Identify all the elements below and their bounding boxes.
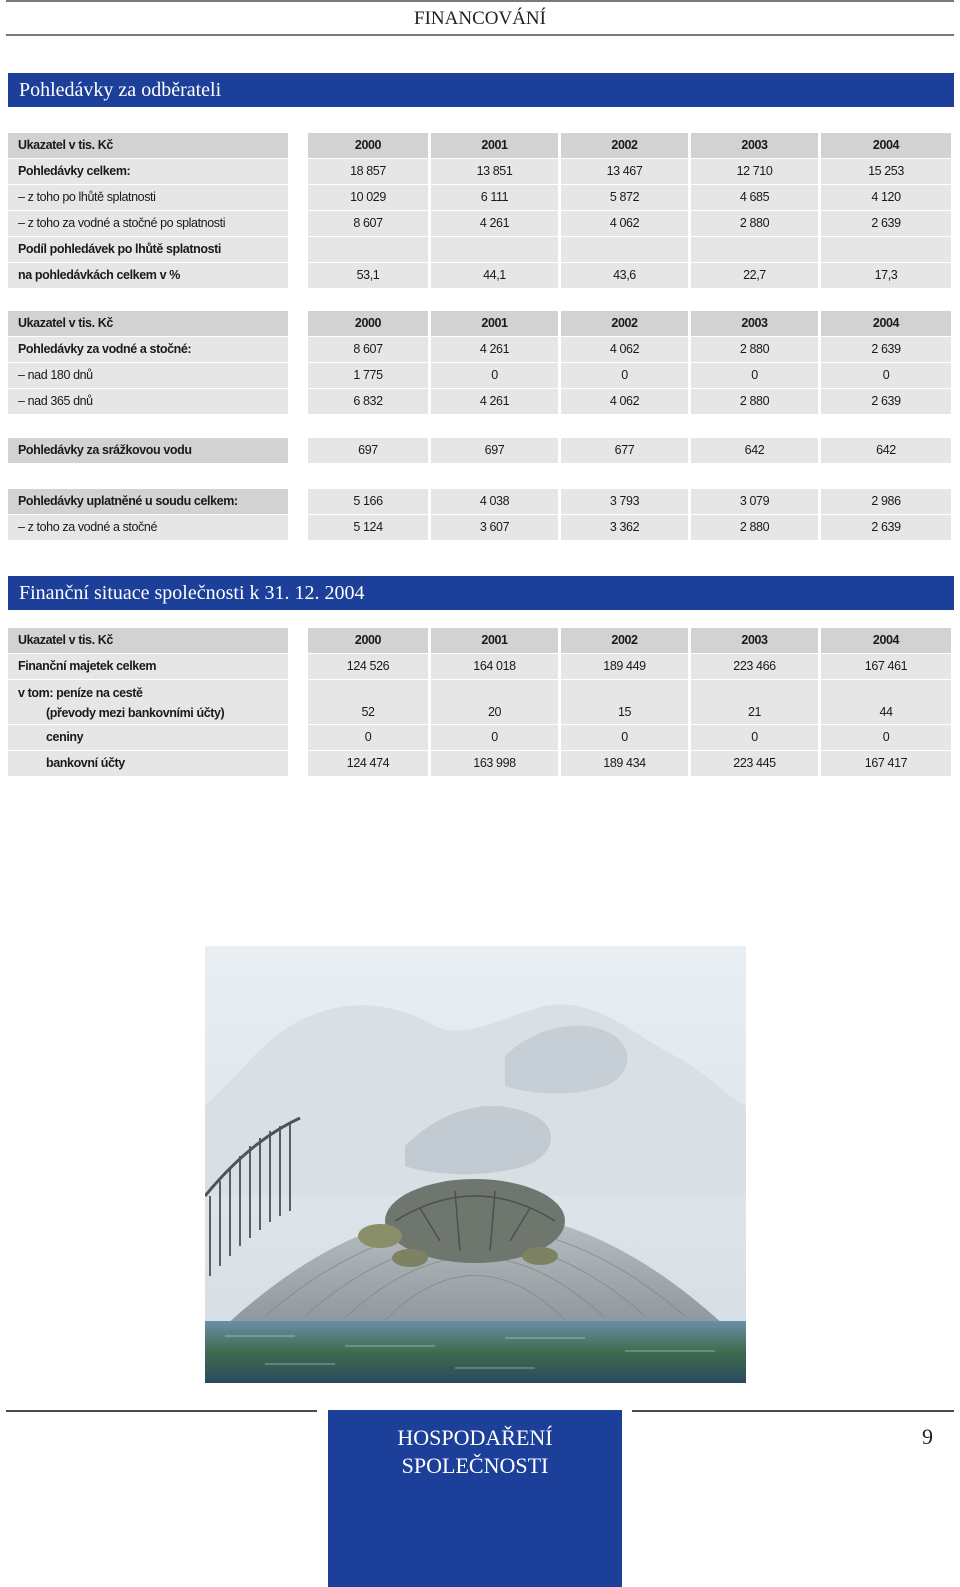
table-row: [8, 725, 954, 750]
row-label: bankovní účty: [8, 751, 288, 776]
row-label: – z toho za vodné a stočné po splatnosti: [8, 211, 288, 236]
section-title-text: Pohledávky za odběrateli: [19, 79, 222, 101]
cell-value: 5 124: [308, 515, 428, 540]
table-header-row: [8, 628, 954, 653]
row-label: ceniny: [8, 725, 288, 750]
header-cell-year: 2004: [821, 133, 951, 158]
cell-value: 189 434: [561, 751, 688, 776]
row-label: Pohledávky za srážkovou vodu: [8, 438, 288, 463]
cell-value: 0: [821, 725, 951, 750]
table-row: [8, 680, 954, 724]
page-header: [6, 0, 954, 36]
table-row: [8, 489, 954, 514]
table-receivables-overview: [8, 133, 954, 288]
table-row: [8, 363, 954, 388]
table-rainwater-receivables: [8, 438, 954, 463]
footer-rule-left: [6, 1410, 317, 1412]
cell-value: 10 029: [308, 185, 428, 210]
cell-value: 4 261: [431, 389, 558, 414]
table-row: [8, 438, 954, 463]
cell-value: 21: [691, 680, 818, 724]
cell-value: 642: [821, 438, 951, 463]
cell-value: 0: [431, 725, 558, 750]
cell-value: 642: [691, 438, 818, 463]
row-label: – nad 180 dnů: [8, 363, 288, 388]
cell-value: 0: [308, 725, 428, 750]
header-cell-year: 2000: [308, 133, 428, 158]
row-label-continued: na pohledávkách celkem v %: [8, 263, 288, 288]
footer-title-line1: HOSPODAŘENÍ: [397, 1425, 553, 1450]
cell-value: 2 880: [691, 389, 818, 414]
row-label-line2: (převody mezi bankovními účty): [46, 706, 225, 720]
table-row: [8, 337, 954, 362]
cell-value: 2 880: [691, 211, 818, 236]
page-header-title: FINANCOVÁNÍ: [414, 8, 546, 29]
cell-value: 2 639: [821, 515, 951, 540]
section-title-text: Finanční situace společnosti k 31. 12. 2004: [19, 582, 365, 604]
table-row: [8, 389, 954, 414]
cell-value: 8 607: [308, 337, 428, 362]
table-row: [8, 185, 954, 210]
cell-value: 4 261: [431, 211, 558, 236]
cell-value: 4 062: [561, 337, 688, 362]
row-label: Pohledávky uplatněné u soudu celkem:: [8, 489, 288, 514]
header-cell-year: 2002: [561, 628, 688, 653]
cell-value: 0: [561, 363, 688, 388]
table-row: [8, 211, 954, 236]
cell-value: 5 166: [308, 489, 428, 514]
row-label: – z toho za vodné a stočné: [8, 515, 288, 540]
cell-value: 4 062: [561, 211, 688, 236]
header-cell-label: Ukazatel v tis. Kč: [8, 311, 288, 336]
cell-value: 163 998: [431, 751, 558, 776]
cell-value: 189 449: [561, 654, 688, 679]
header-cell-label: Ukazatel v tis. Kč: [8, 133, 288, 158]
table-court-receivables: [8, 489, 954, 540]
cell-value: 167 417: [821, 751, 951, 776]
cell-value: 1 775: [308, 363, 428, 388]
table-row: [8, 159, 954, 184]
header-cell-label: Ukazatel v tis. Kč: [8, 628, 288, 653]
cell-value: 0: [691, 725, 818, 750]
cell-value: 0: [431, 363, 558, 388]
cell-value: 164 018: [431, 654, 558, 679]
header-cell-year: 2001: [431, 628, 558, 653]
table-row: [8, 515, 954, 540]
header-cell-year: 2003: [691, 311, 818, 336]
cell-value: 6 111: [431, 185, 558, 210]
cell-value: 15 253: [821, 159, 951, 184]
cell-value: 124 526: [308, 654, 428, 679]
row-label: [8, 680, 288, 724]
cell-value: 3 362: [561, 515, 688, 540]
cell-value: 4 261: [431, 337, 558, 362]
cell-value: 4 038: [431, 489, 558, 514]
cell-value: 0: [821, 363, 951, 388]
header-cell-year: 2002: [561, 133, 688, 158]
row-label-line1: v tom: peníze na cestě: [18, 686, 143, 700]
cell-value: 2 639: [821, 389, 951, 414]
cell-value: 12 710: [691, 159, 818, 184]
footer-rule-right: [632, 1410, 954, 1412]
cell-value: 2 986: [821, 489, 951, 514]
cell-value: 2 639: [821, 337, 951, 362]
cell-value: 13 851: [431, 159, 558, 184]
cell-value: 44,1: [431, 263, 558, 288]
header-cell-year: 2001: [431, 311, 558, 336]
row-label: Pohledávky za vodné a stočné:: [8, 337, 288, 362]
turtle-fountain-photo: [205, 946, 746, 1383]
cell-value: 223 445: [691, 751, 818, 776]
row-label: Pohledávky celkem:: [8, 159, 288, 184]
cell-value: 124 474: [308, 751, 428, 776]
cell-value: 22,7: [691, 263, 818, 288]
header-cell-year: 2000: [308, 628, 428, 653]
page-number: 9: [922, 1424, 933, 1449]
cell-value: 5 872: [561, 185, 688, 210]
cell-value: 2 880: [691, 337, 818, 362]
cell-value: 0: [561, 725, 688, 750]
cell-value: 223 466: [691, 654, 818, 679]
table-row: [8, 263, 954, 288]
cell-value: 20: [431, 680, 558, 724]
cell-value: 0: [691, 363, 818, 388]
cell-value: 3 793: [561, 489, 688, 514]
table-row: [8, 237, 954, 262]
cell-value: 8 607: [308, 211, 428, 236]
header-cell-year: 2004: [821, 628, 951, 653]
cell-value: 13 467: [561, 159, 688, 184]
row-label: – nad 365 dnů: [8, 389, 288, 414]
row-label: Podíl pohledávek po lhůtě splatnosti: [8, 237, 288, 262]
cell-value: 43,6: [561, 263, 688, 288]
section-title-financial-situation: [8, 576, 954, 610]
cell-value: 53,1: [308, 263, 428, 288]
cell-value: 2 880: [691, 515, 818, 540]
row-label: – z toho po lhůtě splatnosti: [8, 185, 288, 210]
cell-value: 3 607: [431, 515, 558, 540]
cell-value: 15: [561, 680, 688, 724]
cell-value: 44: [821, 680, 951, 724]
header-cell-year: 2001: [431, 133, 558, 158]
footer-title-line2: SPOLEČNOSTI: [401, 1453, 549, 1478]
table-financial-assets: [8, 628, 954, 776]
cell-value: 17,3: [821, 263, 951, 288]
table-water-receivables: [8, 311, 954, 414]
header-cell-year: 2004: [821, 311, 951, 336]
cell-value: 697: [431, 438, 558, 463]
cell-value: 4 062: [561, 389, 688, 414]
table-row: [8, 654, 954, 679]
header-cell-year: 2003: [691, 133, 818, 158]
section-title-receivables: [8, 73, 954, 107]
header-cell-year: 2002: [561, 311, 688, 336]
turtle-fountain-illustration: [205, 946, 746, 1383]
cell-value: 4 120: [821, 185, 951, 210]
cell-value: 2 639: [821, 211, 951, 236]
cell-value: 3 079: [691, 489, 818, 514]
header-cell-year: 2003: [691, 628, 818, 653]
row-label: Finanční majetek celkem: [8, 654, 288, 679]
cell-value: 52: [308, 680, 428, 724]
table-row: [8, 751, 954, 776]
table-header-row: [8, 133, 954, 158]
footer-section-block: [328, 1410, 622, 1587]
cell-value: 6 832: [308, 389, 428, 414]
cell-value: 677: [561, 438, 688, 463]
table-header-row: [8, 311, 954, 336]
cell-value: 18 857: [308, 159, 428, 184]
header-cell-year: 2000: [308, 311, 428, 336]
cell-value: 4 685: [691, 185, 818, 210]
cell-value: 167 461: [821, 654, 951, 679]
cell-value: 697: [308, 438, 428, 463]
